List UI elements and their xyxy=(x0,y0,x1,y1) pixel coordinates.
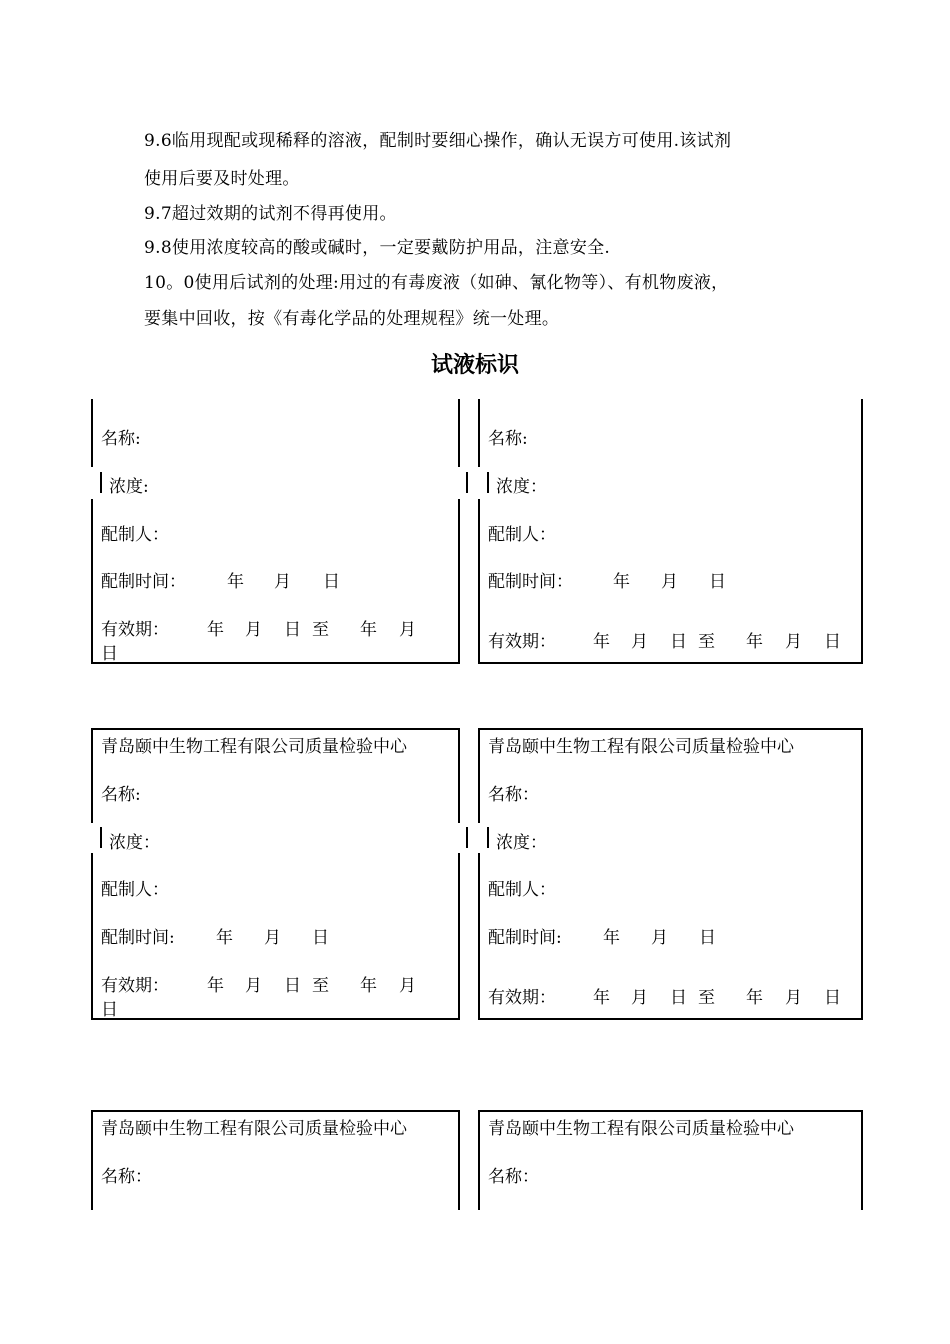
preparer-label: 配制人： xyxy=(101,880,169,900)
valid-month-2: 月 xyxy=(399,620,416,640)
valid-month-2: 月 xyxy=(399,976,416,996)
label-card-2 xyxy=(478,399,863,664)
divider-mark xyxy=(466,472,468,493)
label-card-6 xyxy=(478,1110,863,1210)
prep-year: 年 xyxy=(603,928,620,948)
valid-day-1: 日 xyxy=(670,632,687,652)
company-label: 青岛颐中生物工程有限公司质量检验中心 xyxy=(488,737,794,757)
validity-label: 有效期： xyxy=(101,976,169,996)
valid-day-1: 日 xyxy=(284,976,301,996)
paragraph-6: 要集中回收，按《有毒化学品的处理规程》统一处理。 xyxy=(144,309,560,329)
valid-month-1: 月 xyxy=(245,976,262,996)
divider-mark xyxy=(487,472,489,493)
preparer-label: 配制人： xyxy=(488,525,556,545)
company-label: 青岛颐中生物工程有限公司质量检验中心 xyxy=(488,1119,794,1139)
prep-time-label: 配制时间: xyxy=(101,928,175,948)
valid-year-1: 年 xyxy=(207,620,224,640)
label-card-3 xyxy=(91,728,460,1020)
valid-day-1: 日 xyxy=(284,620,301,640)
valid-year-2: 年 xyxy=(746,988,763,1008)
label-card-5 xyxy=(91,1110,460,1210)
concentration-label: 浓度： xyxy=(496,833,547,853)
concentration-label: 浓度： xyxy=(496,477,547,497)
prep-month: 月 xyxy=(274,572,291,592)
paragraph-1: 9.6临用现配或现稀释的溶液，配制时要细心操作，确认无误方可使用.该试剂 xyxy=(144,131,732,151)
prep-day: 日 xyxy=(312,928,329,948)
valid-day-2: 日 xyxy=(101,644,118,664)
paragraph-4: 9.8使用浓度较高的酸或碱时，一定要戴防护用品，注意安全. xyxy=(144,238,611,258)
paragraph-2: 使用后要及时处理。 xyxy=(144,169,300,189)
validity-label: 有效期： xyxy=(488,988,556,1008)
name-label: 名称： xyxy=(488,785,539,805)
valid-day-2: 日 xyxy=(824,988,841,1008)
name-label: 名称: xyxy=(488,429,528,449)
prep-year: 年 xyxy=(613,572,630,592)
valid-day-2: 日 xyxy=(824,632,841,652)
prep-time-label: 配制时间: xyxy=(488,928,562,948)
name-label: 名称： xyxy=(488,1167,539,1187)
prep-month: 月 xyxy=(651,928,668,948)
company-label: 青岛颐中生物工程有限公司质量检验中心 xyxy=(101,737,407,757)
valid-year-2: 年 xyxy=(360,620,377,640)
prep-year: 年 xyxy=(227,572,244,592)
divider-mark xyxy=(466,827,468,848)
valid-day-2: 日 xyxy=(101,1000,118,1020)
company-label: 青岛颐中生物工程有限公司质量检验中心 xyxy=(101,1119,407,1139)
prep-day: 日 xyxy=(323,572,340,592)
label-card-4 xyxy=(478,728,863,1020)
prep-time-label: 配制时间： xyxy=(101,572,186,592)
name-label: 名称： xyxy=(101,1167,152,1187)
valid-month-1: 月 xyxy=(631,632,648,652)
valid-year-2: 年 xyxy=(746,632,763,652)
valid-month-2: 月 xyxy=(785,632,802,652)
validity-label: 有效期： xyxy=(488,632,556,652)
valid-year-1: 年 xyxy=(593,988,610,1008)
preparer-label: 配制人： xyxy=(488,880,556,900)
valid-to: 至 xyxy=(312,976,329,996)
valid-day-1: 日 xyxy=(670,988,687,1008)
prep-year: 年 xyxy=(216,928,233,948)
validity-label: 有效期： xyxy=(101,620,169,640)
valid-year-1: 年 xyxy=(593,632,610,652)
divider-mark xyxy=(100,827,102,848)
valid-month-1: 月 xyxy=(245,620,262,640)
name-label: 名称: xyxy=(101,785,141,805)
valid-month-1: 月 xyxy=(631,988,648,1008)
concentration-label: 浓度: xyxy=(109,477,149,497)
paragraph-3: 9.7超过效期的试剂不得再使用。 xyxy=(144,204,397,224)
valid-year-1: 年 xyxy=(207,976,224,996)
divider-mark xyxy=(100,472,102,493)
page-title: 试液标识 xyxy=(430,353,519,378)
valid-year-2: 年 xyxy=(360,976,377,996)
concentration-label: 浓度： xyxy=(109,833,160,853)
prep-month: 月 xyxy=(264,928,281,948)
valid-to: 至 xyxy=(312,620,329,640)
valid-to: 至 xyxy=(698,988,715,1008)
prep-month: 月 xyxy=(661,572,678,592)
prep-time-label: 配制时间： xyxy=(488,572,573,592)
paragraph-5: 10。0使用后试剂的处理:用过的有毒废液（如砷、氰化物等）、有机物废液， xyxy=(144,273,729,293)
label-card-1 xyxy=(91,399,460,664)
preparer-label: 配制人： xyxy=(101,525,169,545)
prep-day: 日 xyxy=(699,928,716,948)
prep-day: 日 xyxy=(709,572,726,592)
divider-mark xyxy=(487,827,489,848)
name-label: 名称: xyxy=(101,429,141,449)
valid-to: 至 xyxy=(698,632,715,652)
valid-month-2: 月 xyxy=(785,988,802,1008)
